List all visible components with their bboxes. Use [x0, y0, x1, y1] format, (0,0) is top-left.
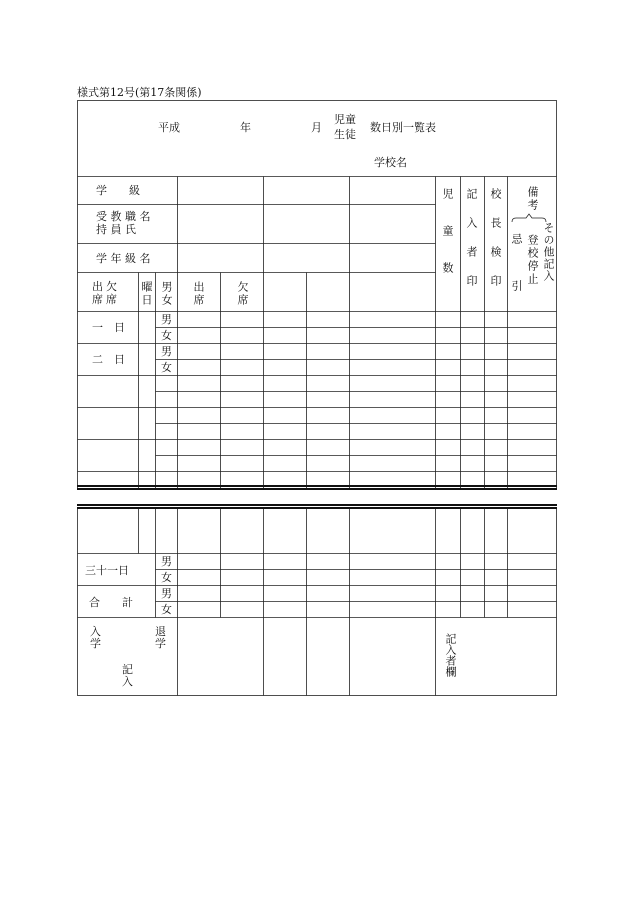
col-suspension: 登校停止 — [526, 234, 539, 286]
col-other: その他記入 — [542, 222, 555, 282]
col-remarks: 備考 — [526, 186, 539, 212]
col-principal-seal: 校長検印 — [489, 188, 502, 304]
target-line2: 生徒 — [334, 128, 356, 141]
col-present: 出席 — [192, 281, 205, 307]
grade-class-name-label: 学 年 級 名 — [96, 252, 151, 265]
col-gender: 男女 — [160, 281, 173, 307]
form-label: 様式第12号(第17条関係) — [77, 86, 202, 99]
col-attendance-1b: 席 — [92, 293, 103, 306]
day1-label: 一 日 — [92, 321, 125, 334]
target-line1: 児童 — [334, 113, 356, 126]
total-male: 男 — [161, 587, 172, 600]
table-break-lines — [77, 486, 557, 508]
teacher-label-line1: 受 教 職 名 — [96, 210, 151, 223]
day2-label: 二 日 — [92, 353, 125, 366]
day2-male: 男 — [161, 345, 172, 358]
day31-male: 男 — [161, 555, 172, 568]
month-unit: 月 — [311, 121, 322, 134]
record-label: 記入 — [122, 663, 133, 688]
era-label: 平成 — [158, 121, 180, 134]
col-recorder-seal: 記入者印 — [465, 188, 478, 304]
recorder-column-label: 記入者欄 — [444, 633, 457, 677]
total-female: 女 — [161, 603, 172, 616]
day31-female: 女 — [161, 571, 172, 584]
withdraw-label: 退学 — [155, 625, 166, 650]
col-absence-1b: 席 — [106, 293, 117, 306]
col-absence-1: 欠 — [106, 280, 117, 293]
total-label: 合 計 — [89, 596, 133, 609]
enroll-label: 入学 — [90, 625, 101, 650]
remarks-brace — [512, 214, 546, 222]
school-name-label: 学校名 — [374, 156, 407, 169]
grade-class-label: 学 級 — [96, 184, 140, 197]
col-mourning: 忌引 — [510, 233, 523, 327]
page-title: 数日別一覧表 — [370, 121, 436, 134]
col-absent: 欠席 — [236, 281, 249, 307]
day2-female: 女 — [161, 361, 172, 374]
year-unit: 年 — [240, 121, 251, 134]
col-attendance-1: 出 — [92, 280, 103, 293]
col-student-count: 児童数 — [441, 188, 454, 299]
teacher-label-line2: 持 員 氏 — [96, 223, 136, 236]
col-weekday: 曜日 — [140, 281, 153, 307]
day31-label: 三十一日 — [85, 564, 129, 577]
day1-male: 男 — [161, 313, 172, 326]
day1-female: 女 — [161, 329, 172, 342]
